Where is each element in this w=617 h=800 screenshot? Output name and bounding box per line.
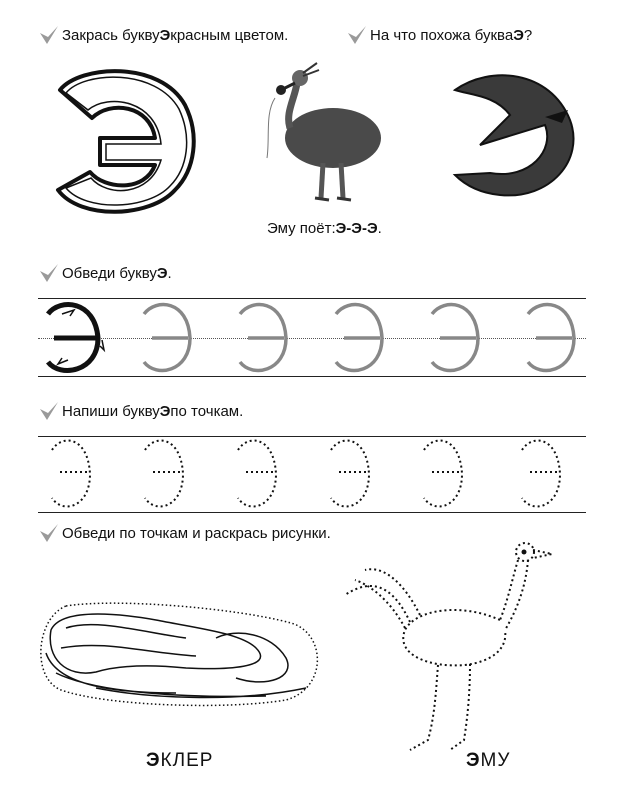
task-write-prefix: Напиши букву xyxy=(62,402,160,420)
writing-line-bottom xyxy=(38,376,586,377)
checkmark-icon xyxy=(38,262,60,284)
dotted-letter xyxy=(238,441,276,507)
dotted-letter xyxy=(331,441,369,507)
task-trace-letter xyxy=(38,262,172,284)
checkmark-icon xyxy=(346,24,368,46)
trace-letter xyxy=(336,305,382,371)
task-write-letter: Э xyxy=(159,402,171,420)
trace-letter xyxy=(144,305,190,371)
task-trace-suffix: . xyxy=(167,264,172,282)
word-eclair-first: Э xyxy=(146,750,161,771)
trace-letters-row[interactable] xyxy=(138,300,588,376)
task-color-prefix: Закрась букву xyxy=(62,26,160,44)
task-trace-letter-bold: Э xyxy=(156,264,168,282)
dotted-letter xyxy=(145,441,183,507)
word-emu xyxy=(466,750,510,772)
emu-dotted-drawing[interactable] xyxy=(340,540,565,755)
swallow-letter-illustration xyxy=(450,65,580,200)
dotted-letters-row[interactable] xyxy=(48,436,578,512)
task-looks-prefix: На что похожа буква xyxy=(370,26,514,44)
trace-letter xyxy=(240,305,286,371)
eclair-drawing[interactable] xyxy=(36,598,326,710)
task-write-dots xyxy=(38,400,243,422)
dot-writing-line-bottom xyxy=(38,512,586,513)
dotted-letter xyxy=(52,441,90,507)
checkmark-icon xyxy=(38,522,60,544)
dotted-letter xyxy=(424,441,462,507)
task-trace-pictures-text: Обведи по точкам и раскрась рисунки. xyxy=(62,524,331,542)
task-trace-pictures xyxy=(38,522,331,544)
trace-letter xyxy=(432,305,478,371)
task-write-suffix: по точкам. xyxy=(170,402,244,420)
checkmark-icon xyxy=(38,400,60,422)
caption-bold: Э-Э-Э xyxy=(335,220,378,237)
task-color-letter-bold: Э xyxy=(159,26,171,44)
task-looks-letter: Э xyxy=(513,26,524,44)
caption-prefix: Эму поёт: xyxy=(267,220,336,237)
word-emu-first: Э xyxy=(466,750,481,771)
outlined-letter-e[interactable] xyxy=(40,60,210,220)
emu-caption xyxy=(267,220,382,237)
task-looks-suffix: ? xyxy=(523,26,533,44)
caption-suffix: . xyxy=(377,220,382,237)
trace-letter xyxy=(528,305,574,371)
task-color-suffix: красным цветом. xyxy=(170,26,289,44)
word-eclair-rest: КЛЕР xyxy=(160,750,214,771)
emu-singing-illustration xyxy=(245,58,395,208)
checkmark-icon xyxy=(38,24,60,46)
task-color-letter xyxy=(38,24,288,46)
example-letter-with-arrows xyxy=(40,300,110,376)
word-emu-rest: МУ xyxy=(480,750,511,771)
word-eclair xyxy=(146,750,213,772)
task-what-looks-like xyxy=(346,24,532,46)
writing-line-top xyxy=(38,298,586,299)
dotted-letter xyxy=(522,441,560,507)
task-trace-prefix: Обведи букву xyxy=(62,264,157,282)
